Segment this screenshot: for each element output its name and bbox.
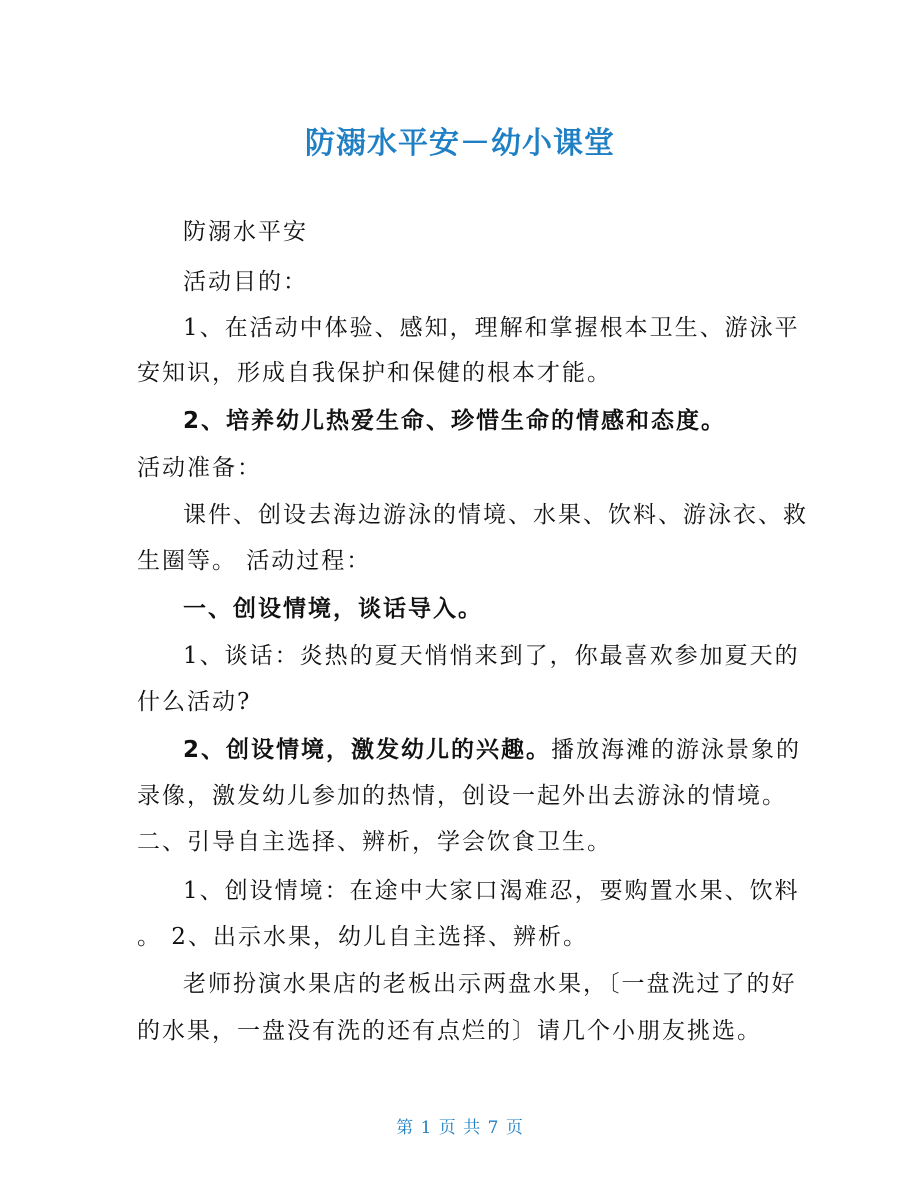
paragraph-line: 1、在活动中体验、感知，理解和掌握根本卫生、游泳平 — [183, 315, 800, 341]
paragraph-line: 老师扮演水果店的老板出示两盘水果，〔一盘洗过了的好 — [183, 971, 797, 997]
page-title: 防溺水平安－幼小课堂 — [305, 126, 615, 161]
paragraph-line-bold: 2、培养幼儿热爱生命、珍惜生命的情感和态度。 — [183, 408, 727, 434]
section-heading: 一、创设情境，谈话导入。 — [183, 596, 483, 622]
page-footer: 第 1 页 共 7 页 — [396, 1118, 524, 1138]
section-heading: 二、引导自主选择、辨析，学会饮食卫生。 — [137, 829, 612, 855]
inline-text: 播放海滩的游泳景象的 — [551, 737, 802, 763]
paragraph-line: 录像，激发幼儿参加的热情，创设一起外出去游泳的情境。 — [137, 783, 787, 809]
paragraph-line: 安知识，形成自我保护和保健的根本才能。 — [137, 360, 612, 386]
paragraph-line: 课件、创设去海边游泳的情境、水果、饮料、游泳衣、救 — [183, 502, 808, 528]
paragraph-line: 的水果，一盘没有洗的还有点烂的〕请几个小朋友挑选。 — [137, 1018, 762, 1044]
paragraph-line: 防溺水平安 — [183, 219, 308, 245]
paragraph-line: 1、创设情境：在途中大家口渴难忍，要购置水果、饮料 — [183, 878, 800, 904]
inline-bold-text: 2、创设情境，激发幼儿的兴趣。 — [183, 737, 552, 763]
paragraph-line: 生圈等。 活动过程： — [137, 548, 372, 574]
paragraph-line: 活动目的： — [183, 269, 308, 295]
paragraph-line: 。 2、出示水果，幼儿自主选择、辨析。 — [137, 924, 588, 950]
paragraph-line: 活动准备： — [137, 455, 262, 481]
paragraph-line: 什么活动? — [137, 689, 252, 715]
paragraph-line: 1、谈话：炎热的夏天悄悄来到了，你最喜欢参加夏天的 — [183, 643, 800, 669]
paragraph-line — [183, 735, 801, 765]
